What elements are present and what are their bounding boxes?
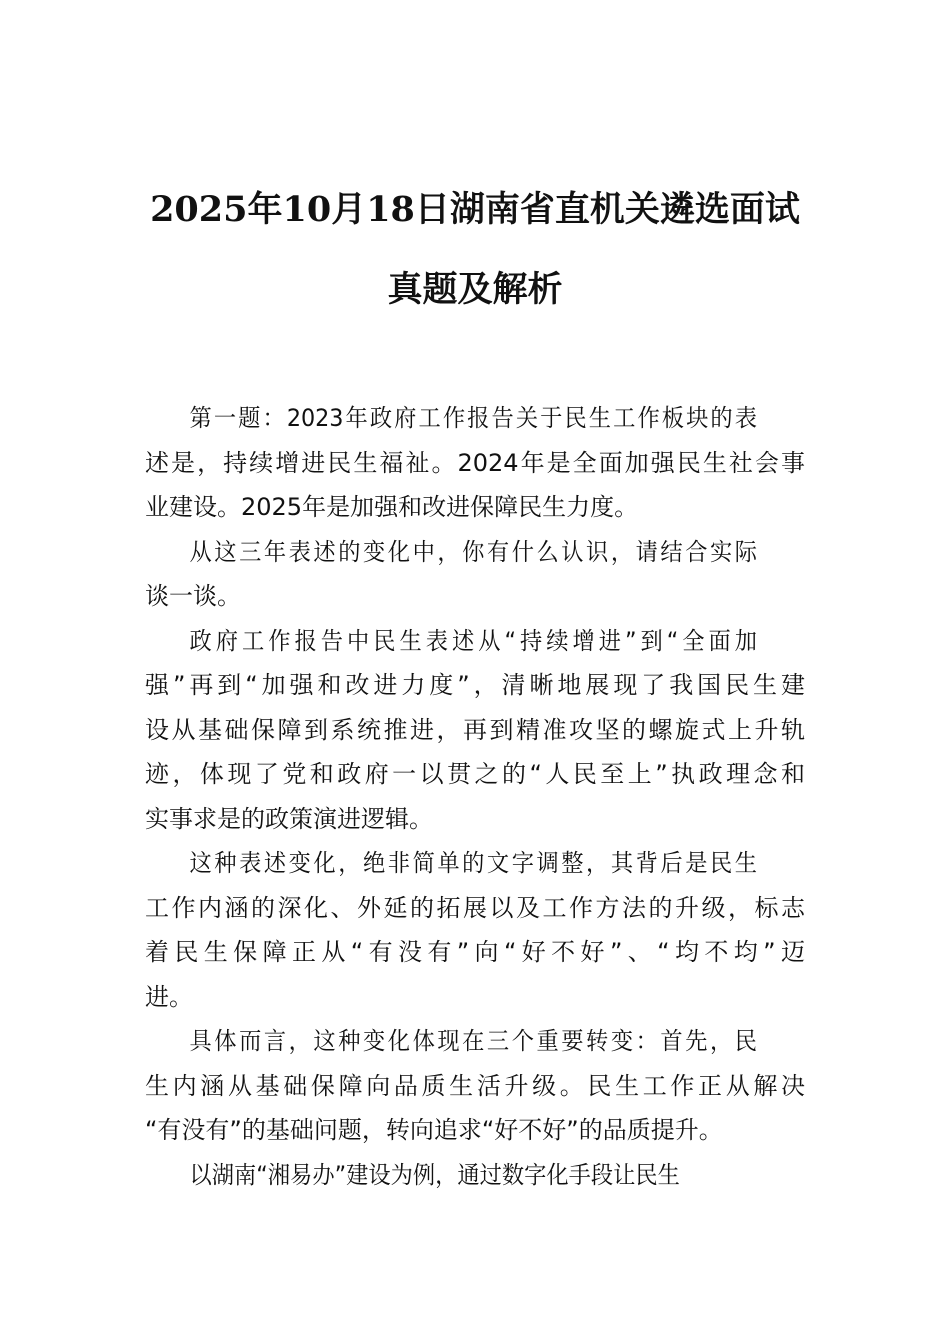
paragraph-line: 以湖南“湘易办”建设为例，通过数字化手段让民生 bbox=[189, 1160, 680, 1189]
paragraph-line: “有没有”的基础问题，转向追求“好不好”的品质提升。 bbox=[145, 1116, 723, 1144]
paragraph-line: 强”再到“加强和改进力度”，清晰地展现了我国民生建 bbox=[145, 671, 805, 699]
paragraph-line: 从这三年表述的变化中，你有什么认识，请结合实际 bbox=[189, 537, 758, 566]
paragraph-line: 实事求是的政策演进逻辑。 bbox=[145, 804, 433, 833]
paragraph-line: 工作内涵的深化、外延的拓展以及工作方法的升级，标志 bbox=[145, 893, 805, 922]
paragraph-line: 进。 bbox=[145, 982, 193, 1011]
document-title bbox=[145, 170, 805, 330]
paragraph-line: 着民生保障正从“有没有”向“好不好”、“均不均”迈 bbox=[145, 938, 805, 966]
paragraph-line: 迹，体现了党和政府一以贯之的“人民至上”执政理念和 bbox=[145, 760, 805, 788]
paragraph-line: 设从基础保障到系统推进，再到精准攻坚的螺旋式上升轨 bbox=[145, 715, 805, 744]
question-paragraph bbox=[145, 396, 805, 530]
answer-paragraph bbox=[145, 1153, 805, 1198]
paragraph-line: 具体而言，这种变化体现在三个重要转变：首先，民 bbox=[189, 1027, 758, 1055]
paragraph-line: 谈一谈。 bbox=[145, 582, 241, 610]
paragraph-line: 述是，持续增进民生福祉。2024年是全面加强民生社会事 bbox=[145, 448, 805, 477]
document-body bbox=[145, 396, 805, 1197]
title-line-1: 2025年10月18日湖南省直机关遴选面试 bbox=[150, 189, 800, 230]
title-line-2: 真题及解析 bbox=[387, 269, 563, 310]
paragraph-line: 生内涵从基础保障向品质生活升级。民生工作正从解决 bbox=[145, 1071, 805, 1100]
answer-paragraph bbox=[145, 1019, 805, 1153]
paragraph-line: 政府工作报告中民生表述从“持续增进”到“全面加 bbox=[189, 626, 758, 655]
paragraph-line: 这种表述变化，绝非简单的文字调整，其背后是民生 bbox=[189, 849, 758, 877]
paragraph-line: 业建设。2025年是加强和改进保障民生力度。 bbox=[145, 493, 639, 521]
paragraph-line: 第一题：2023年政府工作报告关于民生工作板块的表 bbox=[189, 404, 758, 432]
answer-paragraph bbox=[145, 619, 805, 842]
question-prompt-paragraph bbox=[145, 530, 805, 619]
answer-paragraph bbox=[145, 841, 805, 1019]
